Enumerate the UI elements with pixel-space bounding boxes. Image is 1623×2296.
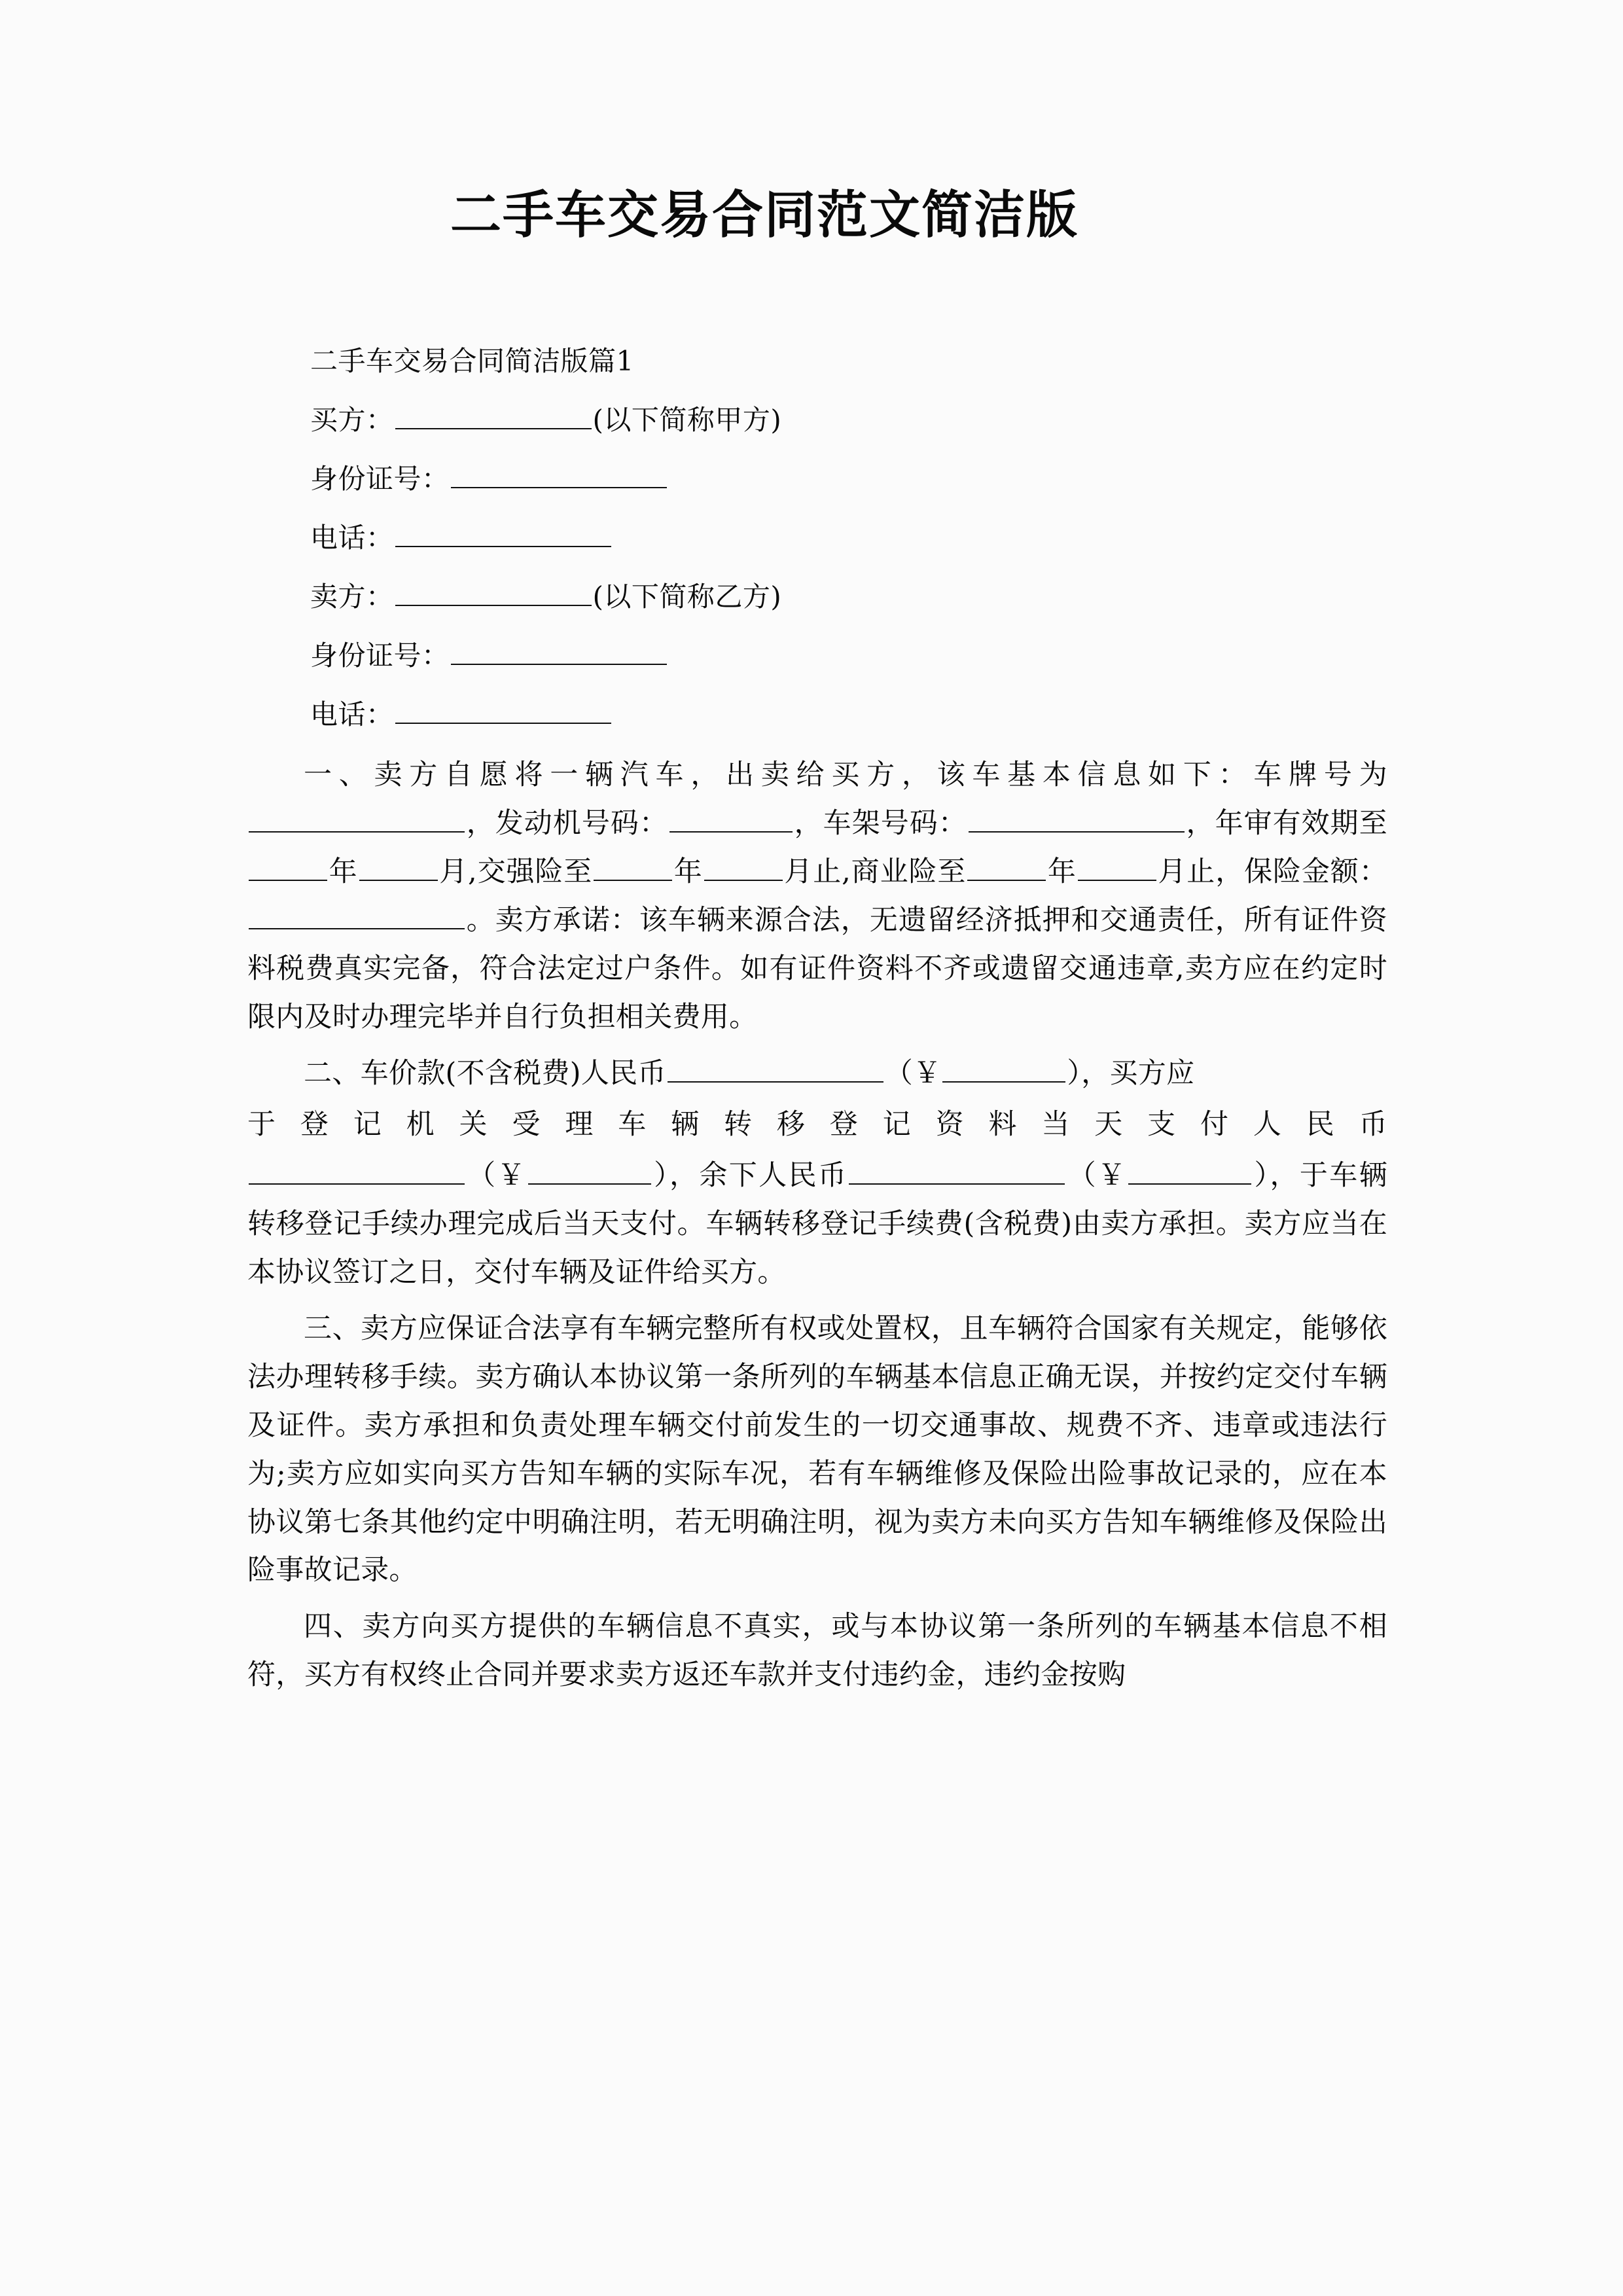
clause-one-text-4: ，年审有效期至	[1185, 807, 1387, 840]
clause-two-text-5: ），余下人民币	[652, 1158, 848, 1192]
seller-id-line	[247, 634, 1387, 678]
buyer-label: 买方：	[310, 404, 394, 437]
buyer-phone-label: 电话：	[310, 522, 394, 554]
seller-phone-label: 电话：	[310, 698, 394, 731]
plate-number-blank[interactable]	[249, 804, 465, 833]
paragraph-spacer	[247, 1045, 1387, 1050]
clause-three: 三、卖方应保证合法享有车辆完整所有权或处置权，且车辆符合国家有关规定，能够依法办理转移手续。卖方确认本协议第一条所列的车辆基本信息正确无误，并按约定交付车辆及证件。卖方承担和负责处理车辆交付前发生的一切交通事故、规费不齐、违章或违法行为;卖方应如实向买方告知车辆的实际车况，若有车辆维修及保险出险事故记录的，应在本协议第七条其他约定中明确注明，若无明确注明，视为卖方未向买方告知车辆维修及保险出险事故记录。	[247, 1312, 1387, 1587]
buyer-id-line	[247, 457, 1387, 501]
clause-two-text-1: 二、车价款(不含税费)人民币	[304, 1056, 666, 1090]
buyer-phone-blank[interactable]	[395, 520, 611, 547]
clause-two-text-4: （￥	[466, 1158, 527, 1192]
section-heading: 二手车交易合同简洁版篇1	[310, 345, 634, 377]
car-price-figure-blank[interactable]	[942, 1054, 1065, 1083]
engine-number-blank[interactable]	[669, 804, 793, 833]
paragraph-spacer-3	[247, 1598, 1387, 1603]
clause-two-head	[247, 1050, 1387, 1098]
page-title: 二手车交易合同范文简洁版	[450, 185, 1079, 245]
vin-number-blank[interactable]	[969, 804, 1185, 833]
seller-label: 卖方：	[310, 581, 394, 613]
clause-one-text-1: 一、卖方自愿将一辆汽车，出卖给买方，该车基本信息如下：车牌号为	[304, 759, 1387, 792]
insurance-amount-blank[interactable]	[249, 901, 465, 929]
document-body	[247, 339, 1387, 1702]
clause-one-text-8: 月止,商业险至	[783, 855, 967, 889]
seller-id-label: 身份证号：	[310, 639, 450, 672]
car-price-words-blank[interactable]	[668, 1054, 883, 1083]
clause-one-text-3: ，车架号码：	[793, 807, 967, 840]
buyer-suffix: (以下简称甲方)	[592, 404, 782, 437]
clause-two-text-2: （￥	[884, 1056, 942, 1090]
inspection-month-blank[interactable]	[359, 853, 438, 881]
compulsory-insurance-month-blank[interactable]	[704, 853, 783, 881]
seller-id-blank[interactable]	[451, 637, 667, 665]
clause-one-text-11: 。卖方承诺：该车辆来源合法，无遗留经济抵押和交通责任，所有证件资料税费真实完备，符合法定过户条件。如有证件资料不齐或遗留交通违章,卖方应在约定时限内及时办理完毕并自行负担相关费用。	[247, 904, 1387, 1033]
downpayment-figure-blank[interactable]	[528, 1157, 651, 1185]
commercial-insurance-year-blank[interactable]	[967, 853, 1046, 881]
paragraph-spacer-2	[247, 1300, 1387, 1305]
compulsory-insurance-year-blank[interactable]	[594, 853, 672, 881]
clause-one-text-5: 年	[329, 855, 358, 889]
clause-two-text-8: 于车辆转移登记手续办理完成后当天支付。车辆转移登记手续费(含税费)由卖方承担。卖方应当在本协议签订之日，交付车辆及证件给买方。	[247, 1158, 1388, 1289]
seller-phone-line	[247, 692, 1387, 737]
buyer-name-blank[interactable]	[395, 402, 592, 429]
clause-one-text-10: 月止，保险金额：	[1157, 855, 1387, 889]
commercial-insurance-month-blank[interactable]	[1078, 853, 1156, 881]
buyer-id-label: 身份证号：	[310, 463, 450, 495]
buyer-id-blank[interactable]	[451, 461, 667, 488]
clause-one-text-9: 年	[1047, 855, 1077, 889]
parties-info-block	[247, 398, 1387, 737]
balance-figure-blank[interactable]	[1128, 1157, 1251, 1185]
buyer-line	[247, 398, 1387, 442]
seller-phone-blank[interactable]	[395, 696, 611, 724]
clause-two-text-3: ），买方应	[1067, 1056, 1195, 1090]
buyer-phone-line	[247, 516, 1387, 560]
clause-one-text-7: 年	[673, 855, 703, 889]
clause-one-text-2: ，发动机号码：	[466, 807, 668, 840]
downpayment-words-blank[interactable]	[249, 1157, 465, 1185]
clause-two-line2-text: 于登记机关受理车辆转移登记资料当天支付人民币	[247, 1107, 1387, 1141]
inspection-year-blank[interactable]	[249, 853, 327, 881]
clause-one-text-6: 月,交强险至	[438, 855, 593, 889]
clause-two-text-6: （￥	[1066, 1158, 1128, 1192]
seller-line	[247, 575, 1387, 619]
clause-four: 四、卖方向买方提供的车辆信息不真实，或与本协议第一条所列的车辆基本信息不相符，买方有权终止合同并要求卖方返还车款并支付违约金，违约金按购	[247, 1610, 1387, 1692]
seller-suffix: (以下简称乙方)	[592, 581, 782, 613]
clause-two-tail	[247, 1152, 1387, 1297]
seller-name-blank[interactable]	[395, 579, 592, 606]
clause-two-text-7: ），	[1253, 1158, 1300, 1192]
clause-one	[247, 751, 1387, 1042]
balance-words-blank[interactable]	[849, 1157, 1065, 1185]
clause-two-line2	[247, 1101, 1387, 1149]
